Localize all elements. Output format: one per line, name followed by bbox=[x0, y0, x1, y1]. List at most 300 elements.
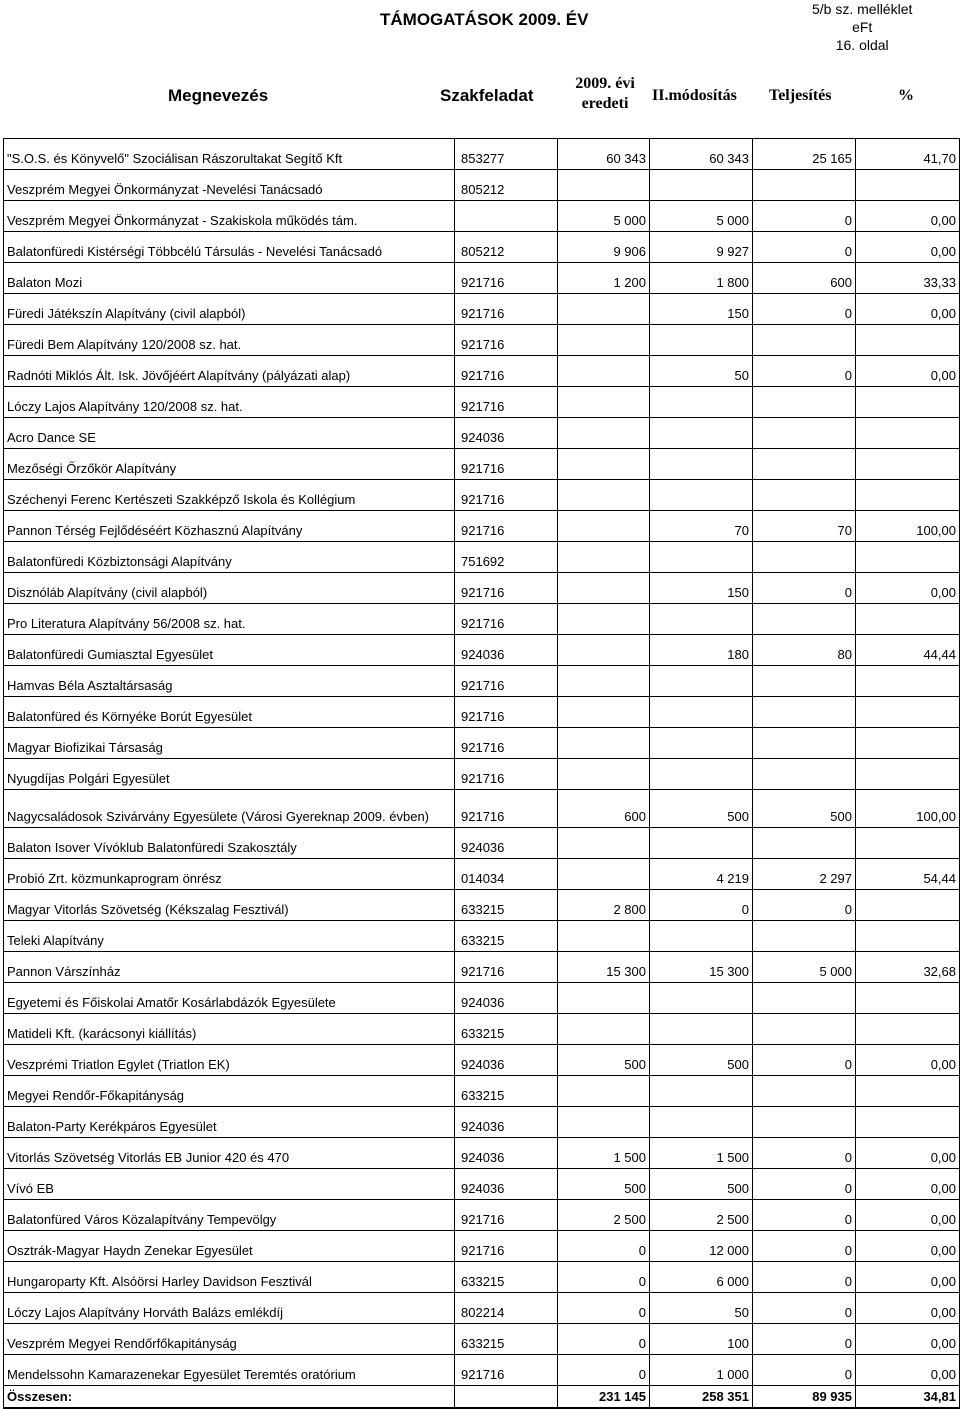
cell-orig bbox=[558, 480, 650, 511]
cell-done bbox=[753, 666, 856, 697]
table-row bbox=[4, 952, 960, 983]
cell-code: 921716 bbox=[455, 728, 558, 759]
cell-orig bbox=[558, 1107, 650, 1138]
cell-mod bbox=[650, 983, 753, 1014]
table-body bbox=[4, 139, 960, 1409]
cell-code: 014034 bbox=[455, 859, 558, 890]
cell-pct bbox=[856, 983, 960, 1014]
cell-code: 924036 bbox=[455, 1107, 558, 1138]
page-number: 16. oldal bbox=[835, 37, 889, 53]
cell-done bbox=[753, 418, 856, 449]
col-header-percent: % bbox=[898, 87, 914, 104]
cell-done: 0 bbox=[753, 573, 856, 604]
cell-orig bbox=[558, 666, 650, 697]
cell-done bbox=[753, 325, 856, 356]
cell-mod bbox=[650, 666, 753, 697]
cell-done: 0 bbox=[753, 1293, 856, 1324]
cell-orig bbox=[558, 635, 650, 666]
cell-done bbox=[753, 983, 856, 1014]
table-row bbox=[4, 1169, 960, 1200]
total-cell-mod: 258 351 bbox=[650, 1386, 753, 1409]
col-header-original bbox=[560, 74, 650, 114]
cell-code: 633215 bbox=[455, 1262, 558, 1293]
table-row bbox=[4, 232, 960, 263]
cell-pct bbox=[856, 921, 960, 952]
table-row bbox=[4, 1355, 960, 1386]
table-row bbox=[4, 573, 960, 604]
table-row bbox=[4, 1107, 960, 1138]
cell-mod: 1 800 bbox=[650, 263, 753, 294]
cell-done: 0 bbox=[753, 890, 856, 921]
cell-orig bbox=[558, 511, 650, 542]
cell-orig bbox=[558, 294, 650, 325]
cell-mod bbox=[650, 759, 753, 790]
table-row bbox=[4, 921, 960, 952]
cell-pct bbox=[856, 828, 960, 859]
cell-name: Pannon Várszínház bbox=[4, 952, 455, 983]
table-row bbox=[4, 635, 960, 666]
cell-orig: 500 bbox=[558, 1169, 650, 1200]
cell-code: 921716 bbox=[455, 480, 558, 511]
total-cell-orig: 231 145 bbox=[558, 1386, 650, 1409]
cell-code: 924036 bbox=[455, 635, 558, 666]
cell-pct bbox=[856, 387, 960, 418]
cell-code: 921716 bbox=[455, 952, 558, 983]
table-row bbox=[4, 759, 960, 790]
cell-done: 600 bbox=[753, 263, 856, 294]
cell-pct: 0,00 bbox=[856, 1293, 960, 1324]
cell-done: 500 bbox=[753, 790, 856, 828]
cell-name: Veszprémi Triatlon Egylet (Triatlon EK) bbox=[4, 1045, 455, 1076]
col-header-fulfilment: Teljesítés bbox=[769, 87, 832, 104]
cell-mod bbox=[650, 697, 753, 728]
table-row bbox=[4, 294, 960, 325]
cell-name: Megyei Rendőr-Főkapitányság bbox=[4, 1076, 455, 1107]
table-row bbox=[4, 890, 960, 921]
cell-done: 0 bbox=[753, 294, 856, 325]
cell-mod: 500 bbox=[650, 1045, 753, 1076]
cell-mod bbox=[650, 542, 753, 573]
table-row bbox=[4, 387, 960, 418]
cell-mod: 60 343 bbox=[650, 139, 753, 170]
cell-pct bbox=[856, 480, 960, 511]
cell-name: Mezőségi Őrzőkör Alapítvány bbox=[4, 449, 455, 480]
cell-name: Veszprém Megyei Rendőrfőkapitányság bbox=[4, 1324, 455, 1355]
cell-name: Veszprém Megyei Önkormányzat -Nevelési Tanácsadó bbox=[4, 170, 455, 201]
cell-orig: 15 300 bbox=[558, 952, 650, 983]
cell-orig bbox=[558, 983, 650, 1014]
cell-mod: 1 500 bbox=[650, 1138, 753, 1169]
cell-done bbox=[753, 828, 856, 859]
table-row bbox=[4, 449, 960, 480]
cell-name: Balaton Mozi bbox=[4, 263, 455, 294]
cell-done bbox=[753, 921, 856, 952]
cell-pct bbox=[856, 170, 960, 201]
cell-pct: 0,00 bbox=[856, 201, 960, 232]
cell-done: 0 bbox=[753, 232, 856, 263]
cell-code: 921716 bbox=[455, 1355, 558, 1386]
cell-code: 921716 bbox=[455, 1231, 558, 1262]
cell-name: Széchenyi Ferenc Kertészeti Szakképző Iskola és Kollégium bbox=[4, 480, 455, 511]
table-row bbox=[4, 1200, 960, 1231]
cell-mod: 1 000 bbox=[650, 1355, 753, 1386]
cell-name: Egyetemi és Főiskolai Amatőr Kosárlabdázók Egyesülete bbox=[4, 983, 455, 1014]
cell-mod bbox=[650, 604, 753, 635]
cell-code: 924036 bbox=[455, 418, 558, 449]
cell-pct bbox=[856, 1076, 960, 1107]
cell-name: Balaton-Party Kerékpáros Egyesület bbox=[4, 1107, 455, 1138]
cell-mod: 12 000 bbox=[650, 1231, 753, 1262]
cell-pct: 0,00 bbox=[856, 232, 960, 263]
table-row bbox=[4, 356, 960, 387]
cell-name: Magyar Vitorlás Szövetség (Kékszalag Fesztivál) bbox=[4, 890, 455, 921]
cell-orig bbox=[558, 418, 650, 449]
cell-mod bbox=[650, 480, 753, 511]
cell-pct: 44,44 bbox=[856, 635, 960, 666]
cell-mod: 150 bbox=[650, 294, 753, 325]
cell-done bbox=[753, 542, 856, 573]
cell-pct: 0,00 bbox=[856, 1169, 960, 1200]
cell-mod: 15 300 bbox=[650, 952, 753, 983]
cell-name: Pro Literatura Alapítvány 56/2008 sz. hat. bbox=[4, 604, 455, 635]
cell-mod: 100 bbox=[650, 1324, 753, 1355]
cell-done: 80 bbox=[753, 635, 856, 666]
table-row bbox=[4, 511, 960, 542]
cell-code: 853277 bbox=[455, 139, 558, 170]
cell-done bbox=[753, 170, 856, 201]
cell-code: 921716 bbox=[455, 263, 558, 294]
cell-code: 924036 bbox=[455, 1138, 558, 1169]
cell-name: Balatonfüredi Közbiztonsági Alapítvány bbox=[4, 542, 455, 573]
cell-done: 0 bbox=[753, 1138, 856, 1169]
cell-orig: 2 800 bbox=[558, 890, 650, 921]
cell-name: Osztrák-Magyar Haydn Zenekar Egyesület bbox=[4, 1231, 455, 1262]
cell-name: Hamvas Béla Asztaltársaság bbox=[4, 666, 455, 697]
table-row bbox=[4, 828, 960, 859]
cell-pct: 0,00 bbox=[856, 1355, 960, 1386]
cell-name: Balatonfüredi Kistérségi Többcélú Társulás - Nevelési Tanácsadó bbox=[4, 232, 455, 263]
cell-name: Magyar Biofizikai Társaság bbox=[4, 728, 455, 759]
cell-pct bbox=[856, 666, 960, 697]
cell-code: 921716 bbox=[455, 604, 558, 635]
cell-code: 921716 bbox=[455, 325, 558, 356]
table-row bbox=[4, 1262, 960, 1293]
total-row bbox=[4, 1386, 960, 1409]
cell-code: 633215 bbox=[455, 890, 558, 921]
cell-mod bbox=[650, 418, 753, 449]
table-row bbox=[4, 139, 960, 170]
cell-pct: 100,00 bbox=[856, 511, 960, 542]
cell-name: Teleki Alapítvány bbox=[4, 921, 455, 952]
cell-done: 0 bbox=[753, 201, 856, 232]
cell-code bbox=[455, 201, 558, 232]
cell-done bbox=[753, 697, 856, 728]
cell-name: Mendelssohn Kamarazenekar Egyesület Teremtés oratórium bbox=[4, 1355, 455, 1386]
cell-mod bbox=[650, 921, 753, 952]
cell-pct: 32,68 bbox=[856, 952, 960, 983]
cell-pct bbox=[856, 890, 960, 921]
cell-mod: 70 bbox=[650, 511, 753, 542]
cell-mod bbox=[650, 170, 753, 201]
cell-done: 0 bbox=[753, 1169, 856, 1200]
cell-orig bbox=[558, 604, 650, 635]
table-row bbox=[4, 1324, 960, 1355]
cell-name: Nyugdíjas Polgári Egyesület bbox=[4, 759, 455, 790]
cell-code: 921716 bbox=[455, 759, 558, 790]
cell-pct: 0,00 bbox=[856, 573, 960, 604]
cell-name: Vívó EB bbox=[4, 1169, 455, 1200]
cell-name: Veszprém Megyei Önkormányzat - Szakiskola működés tám. bbox=[4, 201, 455, 232]
cell-orig bbox=[558, 170, 650, 201]
cell-name: Radnóti Miklós Ált. Isk. Jövőjéért Alapítvány (pályázati alap) bbox=[4, 356, 455, 387]
cell-done: 0 bbox=[753, 1231, 856, 1262]
cell-mod bbox=[650, 728, 753, 759]
cell-code: 751692 bbox=[455, 542, 558, 573]
cell-done: 0 bbox=[753, 1200, 856, 1231]
cell-mod bbox=[650, 1076, 753, 1107]
cell-pct: 54,44 bbox=[856, 859, 960, 890]
cell-code: 921716 bbox=[455, 790, 558, 828]
cell-orig bbox=[558, 542, 650, 573]
cell-done: 70 bbox=[753, 511, 856, 542]
cell-orig bbox=[558, 728, 650, 759]
cell-orig bbox=[558, 573, 650, 604]
cell-name: Vitorlás Szövetség Vitorlás EB Junior 420 és 470 bbox=[4, 1138, 455, 1169]
total-cell-name: Összesen: bbox=[4, 1386, 455, 1409]
col-header-modification: II.módosítás bbox=[652, 87, 737, 104]
cell-code: 805212 bbox=[455, 232, 558, 263]
cell-orig bbox=[558, 828, 650, 859]
cell-orig: 0 bbox=[558, 1324, 650, 1355]
cell-orig bbox=[558, 921, 650, 952]
cell-orig: 2 500 bbox=[558, 1200, 650, 1231]
cell-done bbox=[753, 1076, 856, 1107]
cell-mod bbox=[650, 1107, 753, 1138]
cell-done: 5 000 bbox=[753, 952, 856, 983]
cell-pct: 0,00 bbox=[856, 1138, 960, 1169]
cell-code: 633215 bbox=[455, 921, 558, 952]
table-row bbox=[4, 263, 960, 294]
cell-pct bbox=[856, 728, 960, 759]
cell-pct: 0,00 bbox=[856, 1231, 960, 1262]
cell-code: 921716 bbox=[455, 449, 558, 480]
page-title: TÁMOGATÁSOK 2009. ÉV bbox=[380, 10, 589, 29]
cell-pct bbox=[856, 1107, 960, 1138]
col-header-name: Megnevezés bbox=[168, 86, 269, 105]
total-cell-empty bbox=[455, 1386, 558, 1409]
cell-done bbox=[753, 1014, 856, 1045]
cell-done bbox=[753, 728, 856, 759]
table-row bbox=[4, 790, 960, 828]
cell-orig: 0 bbox=[558, 1231, 650, 1262]
annex-label: 5/b sz. melléklet bbox=[812, 1, 913, 17]
total-cell-pct: 34,81 bbox=[856, 1386, 960, 1409]
table-row bbox=[4, 1293, 960, 1324]
cell-done: 0 bbox=[753, 1262, 856, 1293]
cell-orig: 0 bbox=[558, 1262, 650, 1293]
table-row bbox=[4, 1231, 960, 1262]
cell-orig: 1 500 bbox=[558, 1138, 650, 1169]
cell-mod bbox=[650, 387, 753, 418]
table-row bbox=[4, 697, 960, 728]
cell-code: 921716 bbox=[455, 1200, 558, 1231]
col-header-code: Szakfeladat bbox=[440, 86, 534, 105]
cell-pct bbox=[856, 1014, 960, 1045]
cell-orig bbox=[558, 859, 650, 890]
cell-mod: 5 000 bbox=[650, 201, 753, 232]
total-cell-done: 89 935 bbox=[753, 1386, 856, 1409]
cell-pct: 0,00 bbox=[856, 1324, 960, 1355]
cell-name: Balatonfüredi Gumiasztal Egyesület bbox=[4, 635, 455, 666]
cell-code: 921716 bbox=[455, 294, 558, 325]
cell-pct: 0,00 bbox=[856, 294, 960, 325]
table-row bbox=[4, 983, 960, 1014]
cell-pct: 0,00 bbox=[856, 1045, 960, 1076]
cell-pct bbox=[856, 604, 960, 635]
cell-pct: 100,00 bbox=[856, 790, 960, 828]
cell-pct bbox=[856, 449, 960, 480]
table-row bbox=[4, 1076, 960, 1107]
col-header-original-label: eredeti bbox=[581, 95, 629, 112]
table-row bbox=[4, 728, 960, 759]
cell-mod: 2 500 bbox=[650, 1200, 753, 1231]
cell-pct bbox=[856, 697, 960, 728]
cell-mod: 50 bbox=[650, 356, 753, 387]
cell-done: 0 bbox=[753, 1324, 856, 1355]
cell-code: 921716 bbox=[455, 387, 558, 418]
cell-done: 0 bbox=[753, 356, 856, 387]
cell-done: 0 bbox=[753, 1045, 856, 1076]
document-meta bbox=[812, 0, 912, 54]
table-row bbox=[4, 542, 960, 573]
cell-done bbox=[753, 449, 856, 480]
cell-name: Probió Zrt. közmunkaprogram önrész bbox=[4, 859, 455, 890]
cell-done: 25 165 bbox=[753, 139, 856, 170]
cell-code: 924036 bbox=[455, 1169, 558, 1200]
cell-name: Nagycsaládosok Szivárvány Egyesülete (Városi Gyereknap 2009. évben) bbox=[4, 790, 455, 828]
cell-mod: 6 000 bbox=[650, 1262, 753, 1293]
cell-name: Balatonfüred Város Közalapítvány Tempevölgy bbox=[4, 1200, 455, 1231]
cell-orig bbox=[558, 449, 650, 480]
cell-mod: 500 bbox=[650, 1169, 753, 1200]
cell-done bbox=[753, 1107, 856, 1138]
cell-mod bbox=[650, 325, 753, 356]
cell-code: 921716 bbox=[455, 356, 558, 387]
cell-orig: 500 bbox=[558, 1045, 650, 1076]
cell-name: Lóczy Lajos Alapítvány Horváth Balázs emlékdíj bbox=[4, 1293, 455, 1324]
cell-name: Lóczy Lajos Alapítvány 120/2008 sz. hat. bbox=[4, 387, 455, 418]
cell-mod bbox=[650, 449, 753, 480]
cell-pct: 0,00 bbox=[856, 1200, 960, 1231]
unit-label: eFt bbox=[852, 19, 873, 35]
cell-name: "S.O.S. és Könyvelő" Szociálisan Rászorultakat Segítő Kft bbox=[4, 139, 455, 170]
table-row bbox=[4, 666, 960, 697]
cell-code: 633215 bbox=[455, 1324, 558, 1355]
cell-code: 921716 bbox=[455, 511, 558, 542]
cell-mod: 500 bbox=[650, 790, 753, 828]
cell-done bbox=[753, 759, 856, 790]
table-row bbox=[4, 604, 960, 635]
cell-pct: 41,70 bbox=[856, 139, 960, 170]
cell-orig bbox=[558, 697, 650, 728]
cell-done bbox=[753, 480, 856, 511]
cell-name: Pannon Térség Fejlődéséért Közhasznú Alapítvány bbox=[4, 511, 455, 542]
cell-orig: 5 000 bbox=[558, 201, 650, 232]
subsidy-table bbox=[3, 138, 960, 1409]
cell-orig bbox=[558, 325, 650, 356]
cell-orig bbox=[558, 1076, 650, 1107]
cell-mod: 9 927 bbox=[650, 232, 753, 263]
cell-pct: 0,00 bbox=[856, 1262, 960, 1293]
cell-code: 805212 bbox=[455, 170, 558, 201]
cell-pct bbox=[856, 542, 960, 573]
cell-name: Matideli Kft. (karácsonyi kiállítás) bbox=[4, 1014, 455, 1045]
cell-code: 921716 bbox=[455, 697, 558, 728]
cell-pct bbox=[856, 759, 960, 790]
cell-name: Füredi Bem Alapítvány 120/2008 sz. hat. bbox=[4, 325, 455, 356]
cell-pct: 33,33 bbox=[856, 263, 960, 294]
cell-mod: 50 bbox=[650, 1293, 753, 1324]
cell-code: 633215 bbox=[455, 1014, 558, 1045]
cell-done bbox=[753, 387, 856, 418]
cell-code: 633215 bbox=[455, 1076, 558, 1107]
table-row bbox=[4, 1138, 960, 1169]
cell-code: 924036 bbox=[455, 828, 558, 859]
cell-pct bbox=[856, 325, 960, 356]
cell-mod: 180 bbox=[650, 635, 753, 666]
cell-name: Hungaroparty Kft. Alsóörsi Harley Davidson Fesztivál bbox=[4, 1262, 455, 1293]
cell-orig: 600 bbox=[558, 790, 650, 828]
cell-code: 921716 bbox=[455, 666, 558, 697]
table-row bbox=[4, 1045, 960, 1076]
cell-orig bbox=[558, 356, 650, 387]
cell-mod: 4 219 bbox=[650, 859, 753, 890]
cell-mod: 150 bbox=[650, 573, 753, 604]
table-row bbox=[4, 1014, 960, 1045]
cell-pct bbox=[856, 418, 960, 449]
table-row bbox=[4, 480, 960, 511]
cell-orig bbox=[558, 759, 650, 790]
cell-orig: 0 bbox=[558, 1355, 650, 1386]
table-row bbox=[4, 201, 960, 232]
cell-orig: 0 bbox=[558, 1293, 650, 1324]
cell-code: 924036 bbox=[455, 983, 558, 1014]
cell-code: 921716 bbox=[455, 573, 558, 604]
cell-orig: 9 906 bbox=[558, 232, 650, 263]
cell-orig bbox=[558, 1014, 650, 1045]
cell-name: Disznóláb Alapítvány (civil alapból) bbox=[4, 573, 455, 604]
table-row bbox=[4, 325, 960, 356]
cell-mod bbox=[650, 1014, 753, 1045]
cell-done bbox=[753, 604, 856, 635]
cell-mod bbox=[650, 828, 753, 859]
cell-orig: 60 343 bbox=[558, 139, 650, 170]
cell-code: 802214 bbox=[455, 1293, 558, 1324]
cell-orig bbox=[558, 387, 650, 418]
table-row bbox=[4, 418, 960, 449]
cell-code: 924036 bbox=[455, 1045, 558, 1076]
cell-name: Füredi Játékszín Alapítvány (civil alapból) bbox=[4, 294, 455, 325]
cell-orig: 1 200 bbox=[558, 263, 650, 294]
table-row bbox=[4, 170, 960, 201]
cell-mod: 0 bbox=[650, 890, 753, 921]
cell-done: 2 297 bbox=[753, 859, 856, 890]
cell-done: 0 bbox=[753, 1355, 856, 1386]
table-row bbox=[4, 859, 960, 890]
cell-pct: 0,00 bbox=[856, 356, 960, 387]
cell-name: Balatonfüred és Környéke Borút Egyesület bbox=[4, 697, 455, 728]
col-header-original-year: 2009. évi bbox=[575, 75, 635, 92]
